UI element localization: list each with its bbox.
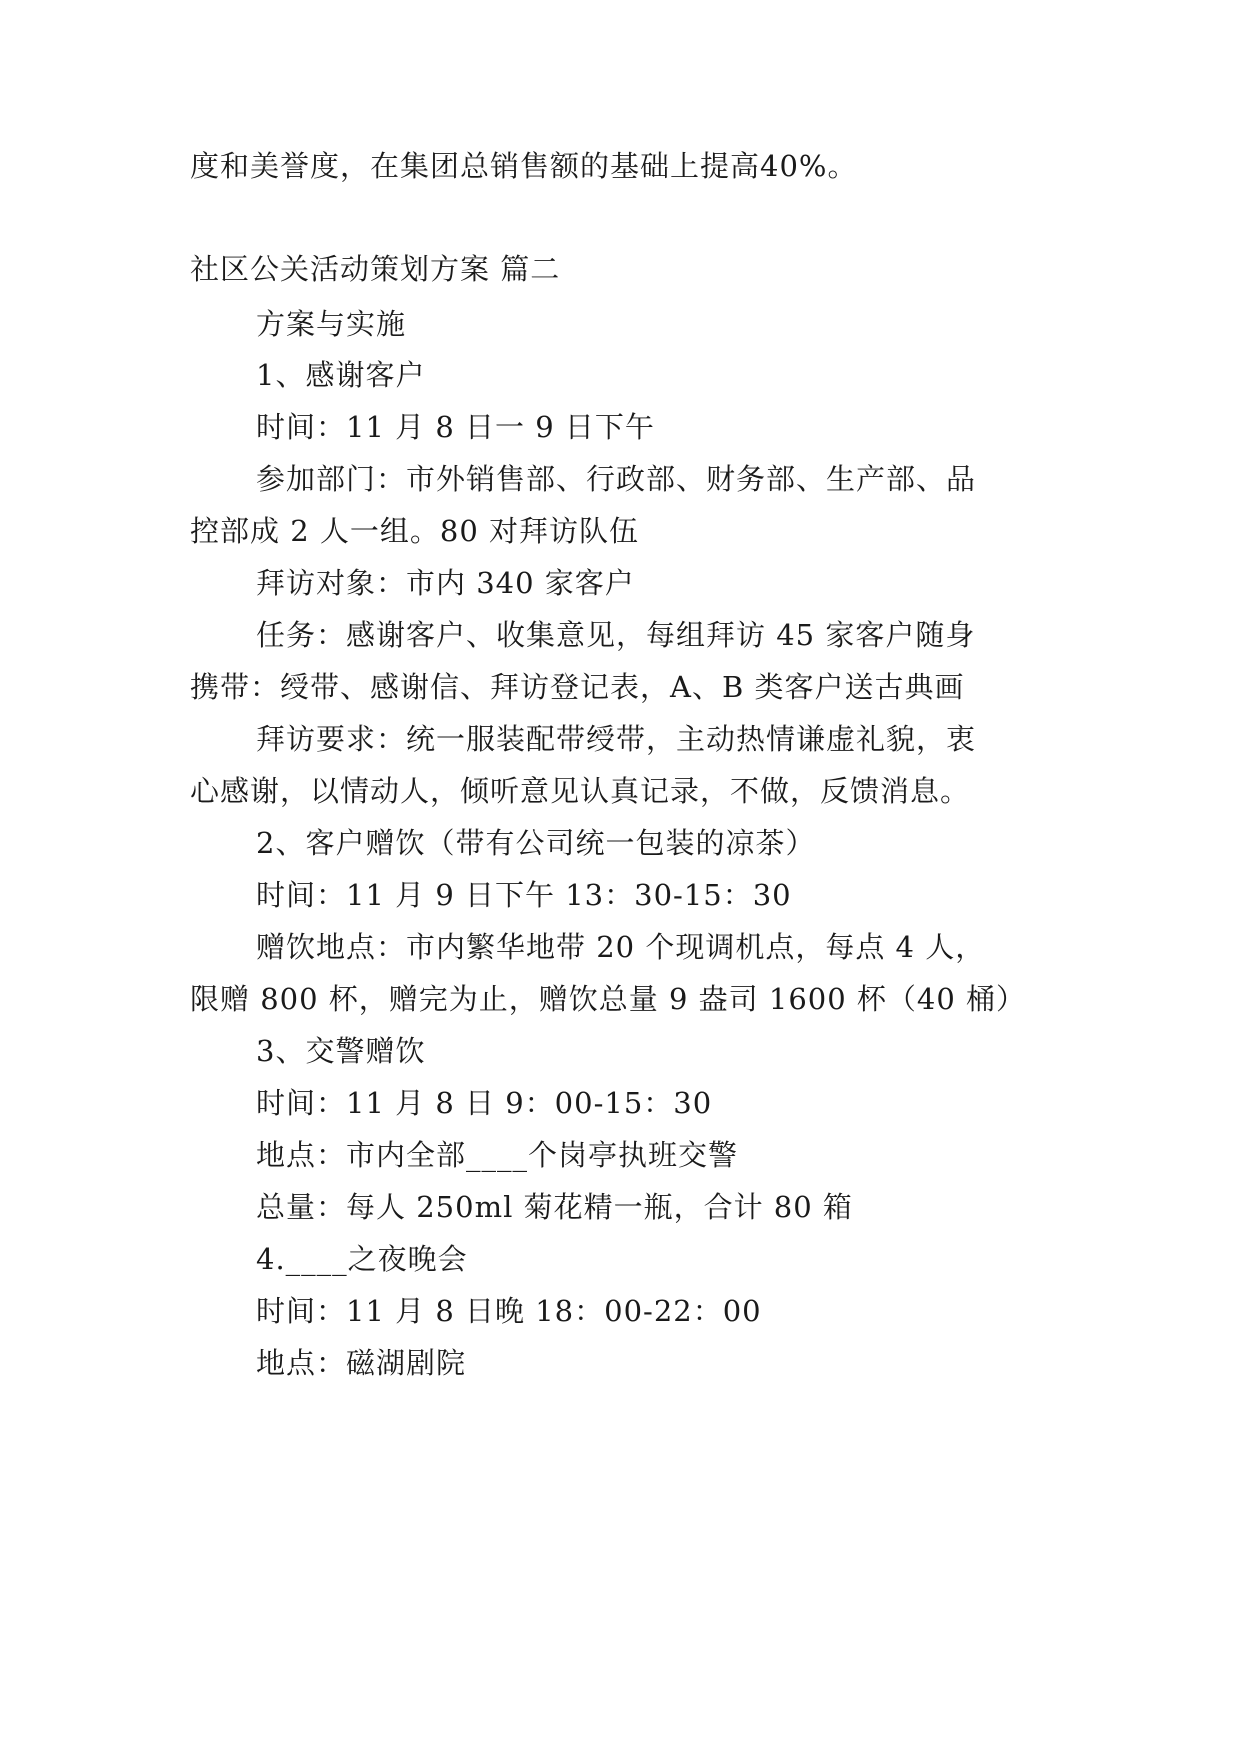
item-1-time: 时间：11 月 8 日一 9 日下午 [256,410,655,444]
paragraph-line-intro-end: 度和美誉度，在集团总销售额的基础上提高40%。 [190,149,858,183]
heading-plan: 方案与实施 [256,307,407,341]
item-3-location: 地点：市内全部____个岗亭执班交警 [256,1138,739,1172]
item-3-time: 时间：11 月 8 日 9：00-15：30 [256,1086,713,1120]
item-1-departments: 参加部门：市外销售部、行政部、财务部、生产部、品 [256,462,977,496]
item-heading-2: 2、客户赠饮（带有公司统一包装的凉茶） [256,826,816,860]
item-heading-3: 3、交警赠饮 [256,1034,426,1068]
item-1-departments-cont: 控部成 2 人一组。80 对拜访队伍 [190,514,640,548]
item-3-total: 总量：每人 250ml 菊花精一瓶，合计 80 箱 [256,1190,853,1224]
item-heading-1: 1、感谢客户 [256,358,426,392]
item-4-time: 时间：11 月 8 日晚 18：00-22：00 [256,1294,762,1328]
item-1-tasks-cont: 携带：绶带、感谢信、拜访登记表，A、B 类客户送古典画 [190,670,965,704]
item-1-requirements: 拜访要求：统一服装配带绶带，主动热情谦虚礼貌，衷 [256,722,977,756]
item-1-tasks: 任务：感谢客户、收集意见，每组拜访 45 家客户随身 [256,618,976,652]
item-1-visit-targets: 拜访对象：市内 340 家客户 [256,566,635,600]
item-2-location-cont: 限赠 800 杯，赠完为止，赠饮总量 9 盎司 1600 杯（40 桶） [190,982,1027,1016]
item-heading-4: 4.____之夜晚会 [256,1242,468,1276]
item-1-requirements-cont: 心感谢，以情动人，倾听意见认真记录，不做，反馈消息。 [190,774,971,808]
item-2-time: 时间：11 月 9 日下午 13：30-15：30 [256,878,792,912]
item-4-location: 地点：磁湖剧院 [256,1346,467,1380]
item-2-location: 赠饮地点：市内繁华地带 20 个现调机点，每点 4 人， [256,930,986,964]
section-title: 社区公关活动策划方案 篇二 [190,252,561,286]
